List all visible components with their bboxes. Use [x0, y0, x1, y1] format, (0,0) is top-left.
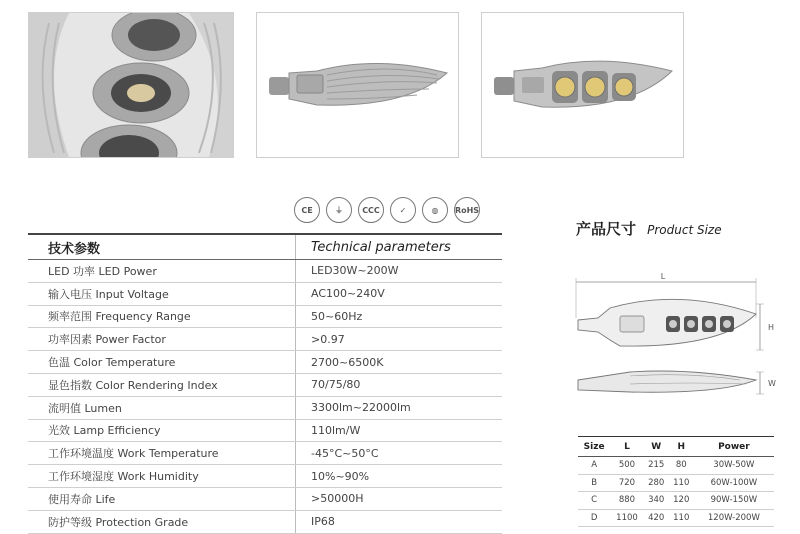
width-label: W: [768, 379, 776, 388]
length-cell: 720: [610, 474, 643, 492]
height-label: H: [768, 323, 775, 332]
spec-value: 50~60Hz: [311, 309, 363, 323]
size-cell: C: [578, 492, 610, 510]
column-divider: [295, 306, 296, 328]
spec-row: [28, 465, 502, 488]
size-table-row: [578, 492, 774, 510]
spec-row: [28, 488, 502, 511]
width-column-header: W: [644, 437, 669, 457]
power-column-header: Power: [694, 437, 774, 457]
spec-table-header: [28, 233, 502, 260]
spec-row: [28, 260, 502, 283]
spec-label: 使用寿命 Life: [48, 492, 116, 506]
size-table-row: [578, 457, 774, 475]
spec-label: 工作环境湿度 Work Humidity: [48, 470, 199, 484]
spec-value: IP68: [311, 515, 335, 529]
size-table-header: [578, 437, 774, 457]
spec-label: 显色指数 Color Rendering Index: [48, 378, 218, 392]
spec-row: [28, 328, 502, 351]
column-divider: [295, 260, 296, 282]
ce-mark-icon: CE: [294, 197, 320, 223]
column-divider: [295, 328, 296, 350]
product-photo-top: [256, 12, 459, 158]
length-cell: 500: [610, 457, 643, 475]
column-divider: [295, 374, 296, 396]
spec-value: 110lm/W: [311, 423, 361, 437]
column-divider: [295, 442, 296, 464]
spec-row: [28, 351, 502, 374]
spec-row: [28, 374, 502, 397]
spec-label: 流明值 Lumen: [48, 401, 122, 415]
rohs-mark-icon: RoHS: [454, 197, 480, 223]
column-divider: [295, 420, 296, 442]
height-cell: 110: [669, 509, 694, 527]
spec-label: 光效 Lamp Efficiency: [48, 424, 161, 438]
column-divider: [295, 397, 296, 419]
spec-value: LED30W~200W: [311, 264, 399, 278]
size-table: [578, 436, 774, 527]
column-divider: [295, 351, 296, 373]
size-cell: A: [578, 457, 610, 475]
spec-value: -45°C~50°C: [311, 446, 379, 460]
size-table-row: [578, 509, 774, 527]
spec-label: 功率因素 Power Factor: [48, 333, 166, 347]
spec-row: [28, 511, 502, 534]
width-cell: 215: [644, 457, 669, 475]
spec-value: AC100~240V: [311, 287, 385, 301]
column-divider: [295, 283, 296, 305]
spec-label: 工作环境温度 Work Temperature: [48, 447, 219, 461]
product-size-title-cn: 产品尺寸: [576, 220, 637, 238]
spec-label: LED 功率 LED Power: [48, 264, 157, 278]
product-size-title-en: Product Size: [647, 223, 722, 237]
width-cell: 340: [644, 492, 669, 510]
spec-label: 输入电压 Input Voltage: [48, 287, 169, 301]
length-cell: 1100: [610, 509, 643, 527]
power-cell: 30W-50W: [694, 457, 774, 475]
spec-value: 2700~6500K: [311, 355, 384, 369]
spec-value: >0.97: [311, 332, 345, 346]
width-cell: 420: [644, 509, 669, 527]
spec-value: >50000H: [311, 492, 364, 506]
ccc-mark-icon: CCC: [358, 197, 384, 223]
spec-value: 70/75/80: [311, 378, 361, 392]
spec-label: 防护等级 Protection Grade: [48, 515, 189, 529]
energy-saving-icon: ✓: [390, 197, 416, 223]
spec-row: [28, 397, 502, 420]
column-divider: [295, 511, 296, 533]
spec-row: [28, 420, 502, 443]
product-photo-closeup: [28, 12, 234, 158]
length-label: L: [660, 272, 666, 281]
power-cell: 60W-100W: [694, 474, 774, 492]
spec-label: 频率范围 Frequency Range: [48, 310, 191, 324]
height-column-header: H: [669, 437, 694, 457]
size-table-row: [578, 474, 774, 492]
spec-row: [28, 442, 502, 465]
spec-value: 3300lm~22000lm: [311, 401, 411, 415]
column-divider: [295, 488, 296, 510]
power-cell: 120W-200W: [694, 509, 774, 527]
spec-label: 色温 Color Temperature: [48, 356, 176, 370]
size-column-header: Size: [578, 437, 610, 457]
length-cell: 880: [610, 492, 643, 510]
height-cell: 110: [669, 474, 694, 492]
globe-icon: ◍: [422, 197, 448, 223]
power-cell: 90W-150W: [694, 492, 774, 510]
spec-row: [28, 283, 502, 306]
dimension-diagram: [570, 268, 780, 408]
size-cell: B: [578, 474, 610, 492]
spec-value: 10%~90%: [311, 469, 370, 483]
height-cell: 80: [669, 457, 694, 475]
length-column-header: L: [610, 437, 643, 457]
column-divider: [295, 465, 296, 487]
column-divider: [295, 235, 296, 259]
product-photo-bottom: [481, 12, 684, 158]
spec-header-cn: 技术参数: [48, 241, 101, 257]
width-cell: 280: [644, 474, 669, 492]
spec-row: [28, 306, 502, 329]
spec-table: [28, 233, 502, 534]
product-size-title: [576, 218, 722, 239]
height-cell: 120: [669, 492, 694, 510]
spec-header-en: Technical parameters: [311, 239, 451, 255]
size-cell: D: [578, 509, 610, 527]
ground-symbol-icon: ⏚: [326, 197, 352, 223]
certification-icons: [294, 197, 480, 223]
